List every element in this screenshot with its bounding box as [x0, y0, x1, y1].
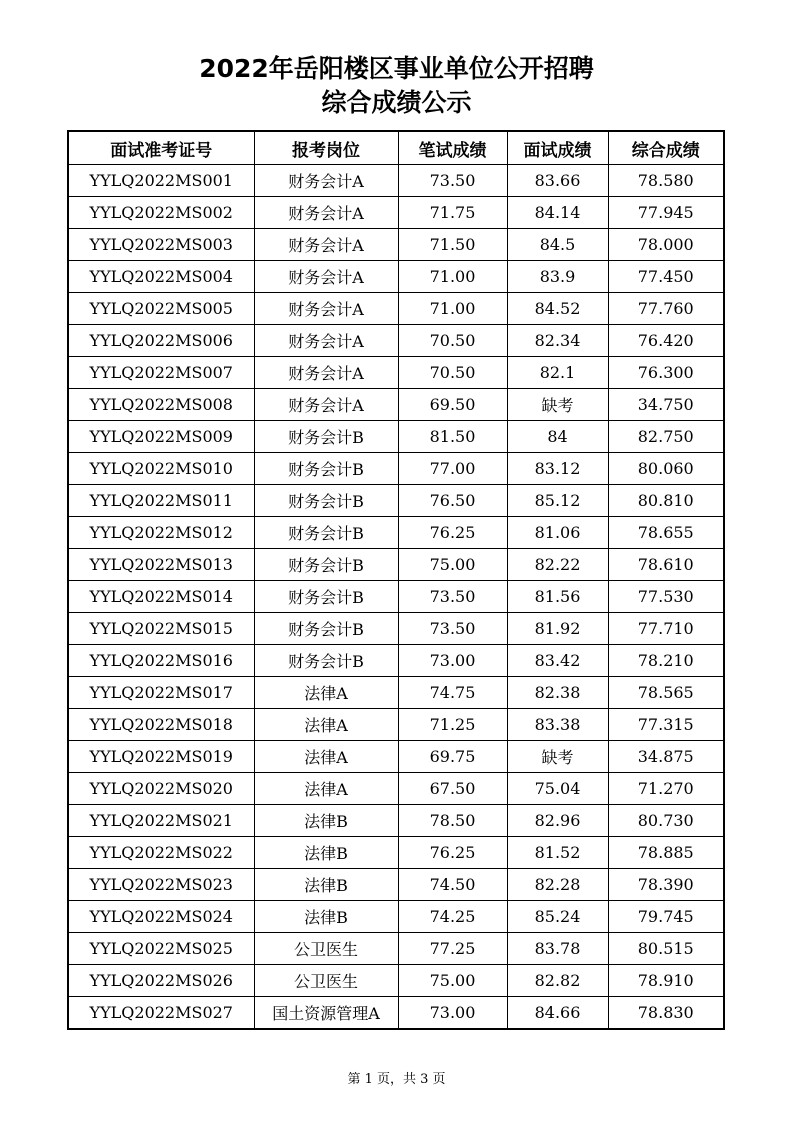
cell-exam-number: YYLQ2022MS015 — [68, 613, 254, 645]
cell-written-score: 73.50 — [398, 613, 507, 645]
cell-interview-score: 75.04 — [507, 773, 608, 805]
cell-exam-number: YYLQ2022MS011 — [68, 485, 254, 517]
cell-total-score: 82.750 — [608, 421, 724, 453]
cell-written-score: 76.25 — [398, 837, 507, 869]
cell-position: 财务会计A — [254, 293, 398, 325]
table-row — [68, 261, 724, 293]
cell-interview-score: 82.1 — [507, 357, 608, 389]
table-row — [68, 773, 724, 805]
cell-interview-score: 83.66 — [507, 165, 608, 197]
cell-total-score: 78.610 — [608, 549, 724, 581]
table-row — [68, 229, 724, 261]
cell-interview-score: 84 — [507, 421, 608, 453]
cell-total-score: 79.745 — [608, 901, 724, 933]
cell-written-score: 67.50 — [398, 773, 507, 805]
cell-exam-number: YYLQ2022MS022 — [68, 837, 254, 869]
cell-exam-number: YYLQ2022MS020 — [68, 773, 254, 805]
table-row — [68, 485, 724, 517]
cell-total-score: 78.830 — [608, 997, 724, 1030]
header-interview-score: 面试成绩 — [507, 131, 608, 165]
table-row — [68, 997, 724, 1030]
table-row — [68, 293, 724, 325]
table-row — [68, 805, 724, 837]
table-row — [68, 421, 724, 453]
cell-exam-number: YYLQ2022MS019 — [68, 741, 254, 773]
cell-exam-number: YYLQ2022MS010 — [68, 453, 254, 485]
cell-total-score: 80.060 — [608, 453, 724, 485]
table-row — [68, 741, 724, 773]
cell-position: 财务会计A — [254, 165, 398, 197]
cell-total-score: 77.450 — [608, 261, 724, 293]
cell-interview-score: 84.52 — [507, 293, 608, 325]
table-row — [68, 357, 724, 389]
cell-interview-score: 82.34 — [507, 325, 608, 357]
cell-written-score: 73.50 — [398, 165, 507, 197]
cell-position: 法律B — [254, 869, 398, 901]
cell-exam-number: YYLQ2022MS009 — [68, 421, 254, 453]
cell-position: 法律B — [254, 805, 398, 837]
cell-interview-score: 82.38 — [507, 677, 608, 709]
cell-exam-number: YYLQ2022MS021 — [68, 805, 254, 837]
cell-position: 公卫医生 — [254, 933, 398, 965]
cell-total-score: 76.300 — [608, 357, 724, 389]
cell-interview-score: 84.14 — [507, 197, 608, 229]
cell-written-score: 69.75 — [398, 741, 507, 773]
cell-exam-number: YYLQ2022MS025 — [68, 933, 254, 965]
cell-exam-number: YYLQ2022MS005 — [68, 293, 254, 325]
cell-interview-score: 83.12 — [507, 453, 608, 485]
cell-written-score: 71.00 — [398, 293, 507, 325]
cell-written-score: 69.50 — [398, 389, 507, 421]
cell-interview-score: 83.9 — [507, 261, 608, 293]
cell-exam-number: YYLQ2022MS016 — [68, 645, 254, 677]
cell-exam-number: YYLQ2022MS004 — [68, 261, 254, 293]
cell-interview-score: 82.82 — [507, 965, 608, 997]
cell-exam-number: YYLQ2022MS012 — [68, 517, 254, 549]
cell-position: 财务会计A — [254, 389, 398, 421]
cell-interview-score: 81.92 — [507, 613, 608, 645]
table-body — [68, 165, 724, 1030]
cell-total-score: 78.565 — [608, 677, 724, 709]
cell-total-score: 80.810 — [608, 485, 724, 517]
table-row — [68, 197, 724, 229]
cell-written-score: 75.00 — [398, 965, 507, 997]
cell-total-score: 78.210 — [608, 645, 724, 677]
cell-position: 财务会计A — [254, 197, 398, 229]
cell-interview-score: 81.06 — [507, 517, 608, 549]
cell-position: 财务会计B — [254, 485, 398, 517]
cell-written-score: 71.50 — [398, 229, 507, 261]
table-row — [68, 389, 724, 421]
cell-interview-score: 85.12 — [507, 485, 608, 517]
cell-written-score: 73.00 — [398, 645, 507, 677]
cell-written-score: 70.50 — [398, 325, 507, 357]
table-row — [68, 165, 724, 197]
table-row — [68, 549, 724, 581]
cell-position: 财务会计B — [254, 645, 398, 677]
cell-written-score: 81.50 — [398, 421, 507, 453]
cell-written-score: 71.25 — [398, 709, 507, 741]
cell-exam-number: YYLQ2022MS018 — [68, 709, 254, 741]
cell-exam-number: YYLQ2022MS006 — [68, 325, 254, 357]
cell-total-score: 77.315 — [608, 709, 724, 741]
cell-total-score: 77.530 — [608, 581, 724, 613]
cell-position: 财务会计A — [254, 357, 398, 389]
cell-total-score: 71.270 — [608, 773, 724, 805]
cell-total-score: 77.710 — [608, 613, 724, 645]
header-exam-number: 面试准考证号 — [68, 131, 254, 165]
table-row — [68, 709, 724, 741]
cell-written-score: 73.50 — [398, 581, 507, 613]
table-row — [68, 453, 724, 485]
table-row — [68, 517, 724, 549]
table-row — [68, 325, 724, 357]
cell-written-score: 70.50 — [398, 357, 507, 389]
cell-total-score: 34.875 — [608, 741, 724, 773]
cell-written-score: 74.25 — [398, 901, 507, 933]
document-title: 2022年岳阳楼区事业单位公开招聘 — [199, 54, 594, 83]
cell-written-score: 71.00 — [398, 261, 507, 293]
cell-total-score: 78.910 — [608, 965, 724, 997]
cell-exam-number: YYLQ2022MS027 — [68, 997, 254, 1030]
table-row — [68, 613, 724, 645]
cell-total-score: 78.390 — [608, 869, 724, 901]
cell-exam-number: YYLQ2022MS023 — [68, 869, 254, 901]
header-written-score: 笔试成绩 — [398, 131, 507, 165]
cell-interview-score: 81.56 — [507, 581, 608, 613]
cell-written-score: 74.50 — [398, 869, 507, 901]
cell-position: 财务会计B — [254, 453, 398, 485]
cell-position: 法律A — [254, 677, 398, 709]
cell-total-score: 80.730 — [608, 805, 724, 837]
table-row — [68, 965, 724, 997]
cell-interview-score: 84.5 — [507, 229, 608, 261]
cell-position: 法律A — [254, 709, 398, 741]
cell-total-score: 80.515 — [608, 933, 724, 965]
cell-interview-score: 85.24 — [507, 901, 608, 933]
cell-position: 国土资源管理A — [254, 997, 398, 1030]
cell-written-score: 77.25 — [398, 933, 507, 965]
cell-exam-number: YYLQ2022MS001 — [68, 165, 254, 197]
cell-position: 财务会计B — [254, 517, 398, 549]
cell-exam-number: YYLQ2022MS008 — [68, 389, 254, 421]
cell-exam-number: YYLQ2022MS014 — [68, 581, 254, 613]
cell-interview-score: 缺考 — [507, 389, 608, 421]
page-number: 第 1 页，共 3 页 — [347, 1072, 446, 1087]
cell-exam-number: YYLQ2022MS002 — [68, 197, 254, 229]
cell-interview-score: 缺考 — [507, 741, 608, 773]
cell-position: 财务会计B — [254, 581, 398, 613]
cell-interview-score: 83.42 — [507, 645, 608, 677]
cell-total-score: 76.420 — [608, 325, 724, 357]
table-row — [68, 581, 724, 613]
cell-exam-number: YYLQ2022MS007 — [68, 357, 254, 389]
table-row — [68, 869, 724, 901]
cell-position: 法律B — [254, 901, 398, 933]
cell-exam-number: YYLQ2022MS013 — [68, 549, 254, 581]
cell-written-score: 73.00 — [398, 997, 507, 1030]
table-row — [68, 837, 724, 869]
cell-written-score: 77.00 — [398, 453, 507, 485]
cell-position: 财务会计A — [254, 261, 398, 293]
cell-interview-score: 84.66 — [507, 997, 608, 1030]
cell-exam-number: YYLQ2022MS024 — [68, 901, 254, 933]
cell-total-score: 78.655 — [608, 517, 724, 549]
header-position: 报考岗位 — [254, 131, 398, 165]
cell-written-score: 78.50 — [398, 805, 507, 837]
cell-position: 法律A — [254, 741, 398, 773]
cell-position: 财务会计A — [254, 229, 398, 261]
cell-exam-number: YYLQ2022MS026 — [68, 965, 254, 997]
document-subtitle: 综合成绩公示 — [321, 88, 472, 117]
cell-interview-score: 81.52 — [507, 837, 608, 869]
cell-interview-score: 83.38 — [507, 709, 608, 741]
table-header-row — [68, 131, 724, 165]
table-row — [68, 901, 724, 933]
cell-position: 财务会计A — [254, 325, 398, 357]
header-total-score: 综合成绩 — [608, 131, 724, 165]
cell-total-score: 34.750 — [608, 389, 724, 421]
cell-position: 财务会计B — [254, 549, 398, 581]
cell-position: 财务会计B — [254, 421, 398, 453]
cell-total-score: 78.000 — [608, 229, 724, 261]
cell-interview-score: 82.22 — [507, 549, 608, 581]
table-row — [68, 933, 724, 965]
scores-table — [67, 130, 725, 1030]
cell-interview-score: 83.78 — [507, 933, 608, 965]
cell-position: 法律B — [254, 837, 398, 869]
cell-interview-score: 82.96 — [507, 805, 608, 837]
cell-total-score: 77.945 — [608, 197, 724, 229]
cell-exam-number: YYLQ2022MS003 — [68, 229, 254, 261]
table-row — [68, 645, 724, 677]
cell-written-score: 71.75 — [398, 197, 507, 229]
cell-exam-number: YYLQ2022MS017 — [68, 677, 254, 709]
cell-written-score: 75.00 — [398, 549, 507, 581]
cell-position: 法律A — [254, 773, 398, 805]
cell-total-score: 78.885 — [608, 837, 724, 869]
table-row — [68, 677, 724, 709]
cell-interview-score: 82.28 — [507, 869, 608, 901]
cell-written-score: 76.50 — [398, 485, 507, 517]
cell-written-score: 76.25 — [398, 517, 507, 549]
cell-position: 财务会计B — [254, 613, 398, 645]
cell-position: 公卫医生 — [254, 965, 398, 997]
cell-total-score: 77.760 — [608, 293, 724, 325]
cell-written-score: 74.75 — [398, 677, 507, 709]
cell-total-score: 78.580 — [608, 165, 724, 197]
